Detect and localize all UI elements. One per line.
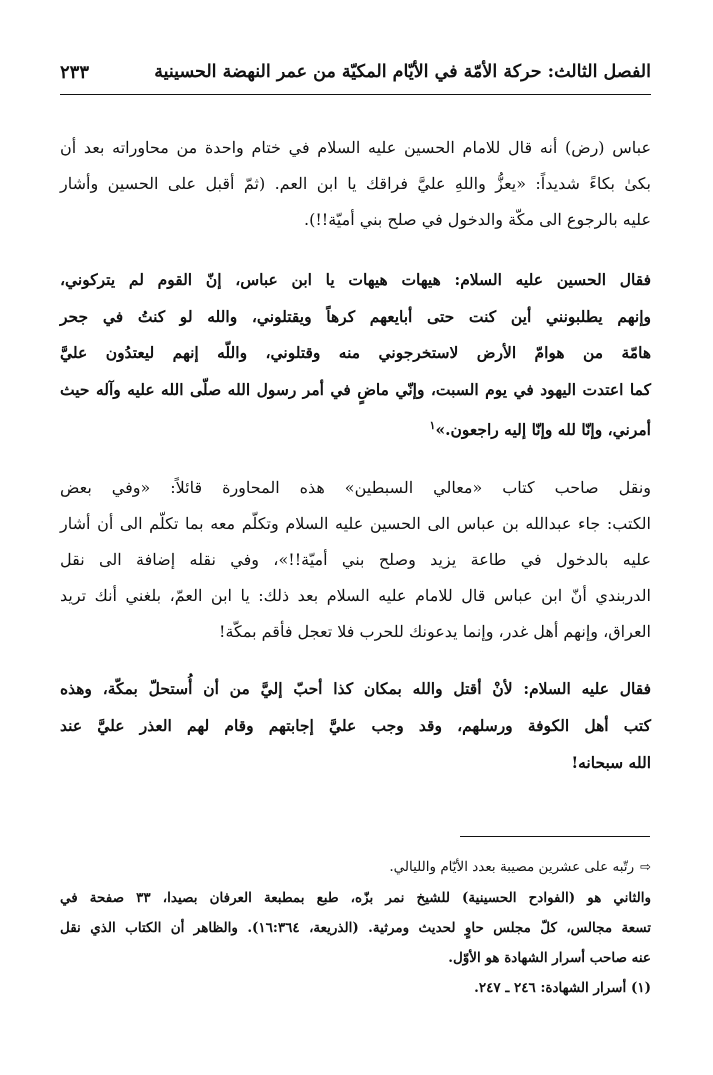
footnote-separator: [460, 836, 650, 837]
text-line: هامّة من هوامّ الأرض لاستخرجوني منه وقتلوني، واللّه إنهم ليعتدُون عليَّ: [60, 343, 651, 362]
text-line: عليه بالدخول في طاعة يزيد وصلح بني أميّة!!»، وفي نقله إضافة الى نقل: [60, 550, 651, 569]
text-line: الدربندي أنّ ابن عباس قال للامام عليه السلام بعد ذلك: يا ابن العمّ، بلغني أنك تريد: [60, 586, 651, 605]
text-line: كما اعتدت اليهود في يوم السبت، وإنّي ماضٍ في أمر رسول الله صلّى الله عليه وآله حيث: [60, 379, 651, 399]
text-line: عليه بالرجوع الى مكّة والدخول في صلح بني أميّة!!).: [304, 210, 651, 229]
quote-paragraph-husayn-reply: [60, 262, 651, 449]
text-line: بكىٰ بكاءً شديداً: «يعزُّ واللهِ عليَّ فراقك يا ابن العم. (ثمّ أقبل على الحسين وأشار: [60, 174, 651, 193]
text-line: عباس (رض) أنه قال للامام الحسين عليه السلام في ختام واحدة من محاوراته بعد أن: [60, 138, 651, 157]
footnote-line: تسعة مجالس، كلّ مجلس حاوٍ لحديث ومرثية. (الذريعة، ١٦:٣٦٤). والظاهر أن الكتاب الذي نقل: [60, 920, 652, 936]
text-line: الكتب: جاء عبدالله بن عباس الى الحسين عليه السلام وتكلّم معه بما تكلّم الى أن أشار: [60, 514, 651, 533]
text-line: ونقل صاحب كتاب «معالي السبطين» هذه المحاورة قائلاً: «وفي بعض: [60, 478, 651, 497]
chapter-title: الفصل الثالث: حركة الأمّة في الأيّام المكيّة من عمر النهضة الحسينية: [154, 62, 651, 82]
text-line: العراق، وإنهم أهل غدر، وإنما يدعونك للحرب فلا تعجل فأقم بمكّة!: [219, 622, 651, 641]
text-line: [60, 408, 651, 449]
footnote-text: رتّبه على عشرين مصيبة بعدد الأيّام والليالي.: [389, 859, 635, 875]
quote-paragraph-husayn-reply-2: [60, 670, 651, 781]
text-line-content: أمرني، وإنّا لله وإنّا إليه راجعون.»: [435, 420, 651, 440]
paragraph-3: [60, 470, 651, 650]
text-line: كتب أهل الكوفة ورسلهم، وقد وجب عليَّ إجابتهم وقام لهم العذر عليَّ عند: [60, 716, 651, 735]
footnotes: [60, 852, 651, 1003]
text-line: وإنهم يطلبونني أين كنت حتى أبايعهم كرهاً ويقتلوني، والله لو كنتُ في جحر: [60, 306, 651, 326]
footnote-reference: (١) أسرار الشهادة: ٢٤٦ ـ ٢٤٧.: [474, 980, 651, 996]
footnote-marker: ١: [429, 419, 436, 432]
page-number: ٢٣٣: [60, 62, 90, 83]
text-line: فقال عليه السلام: لأنْ أقتل والله بمكان كذا أحبّ إليَّ من أن أُستحلّ بمكّة، وهذه: [60, 679, 651, 698]
running-header: [60, 56, 651, 95]
footnote-line: [60, 852, 651, 883]
text-line: الله سبحانه!: [571, 753, 651, 772]
arrow-right-icon: ⇨: [640, 860, 651, 875]
footnote-line: والثاني هو (الفوادح الحسينية) للشيخ نمر بزّه، طبع بمطبعة العرفان بصيدا، ٣٣ صفحة في: [60, 890, 651, 906]
paragraph-1: [60, 130, 651, 238]
footnote-line: عنه صاحب أسرار الشهادة هو الأوّل.: [448, 950, 651, 966]
text-line: فقال الحسين عليه السلام: هيهات هيهات يا ابن عباس، إنّ القوم لم يتركوني،: [60, 270, 651, 289]
